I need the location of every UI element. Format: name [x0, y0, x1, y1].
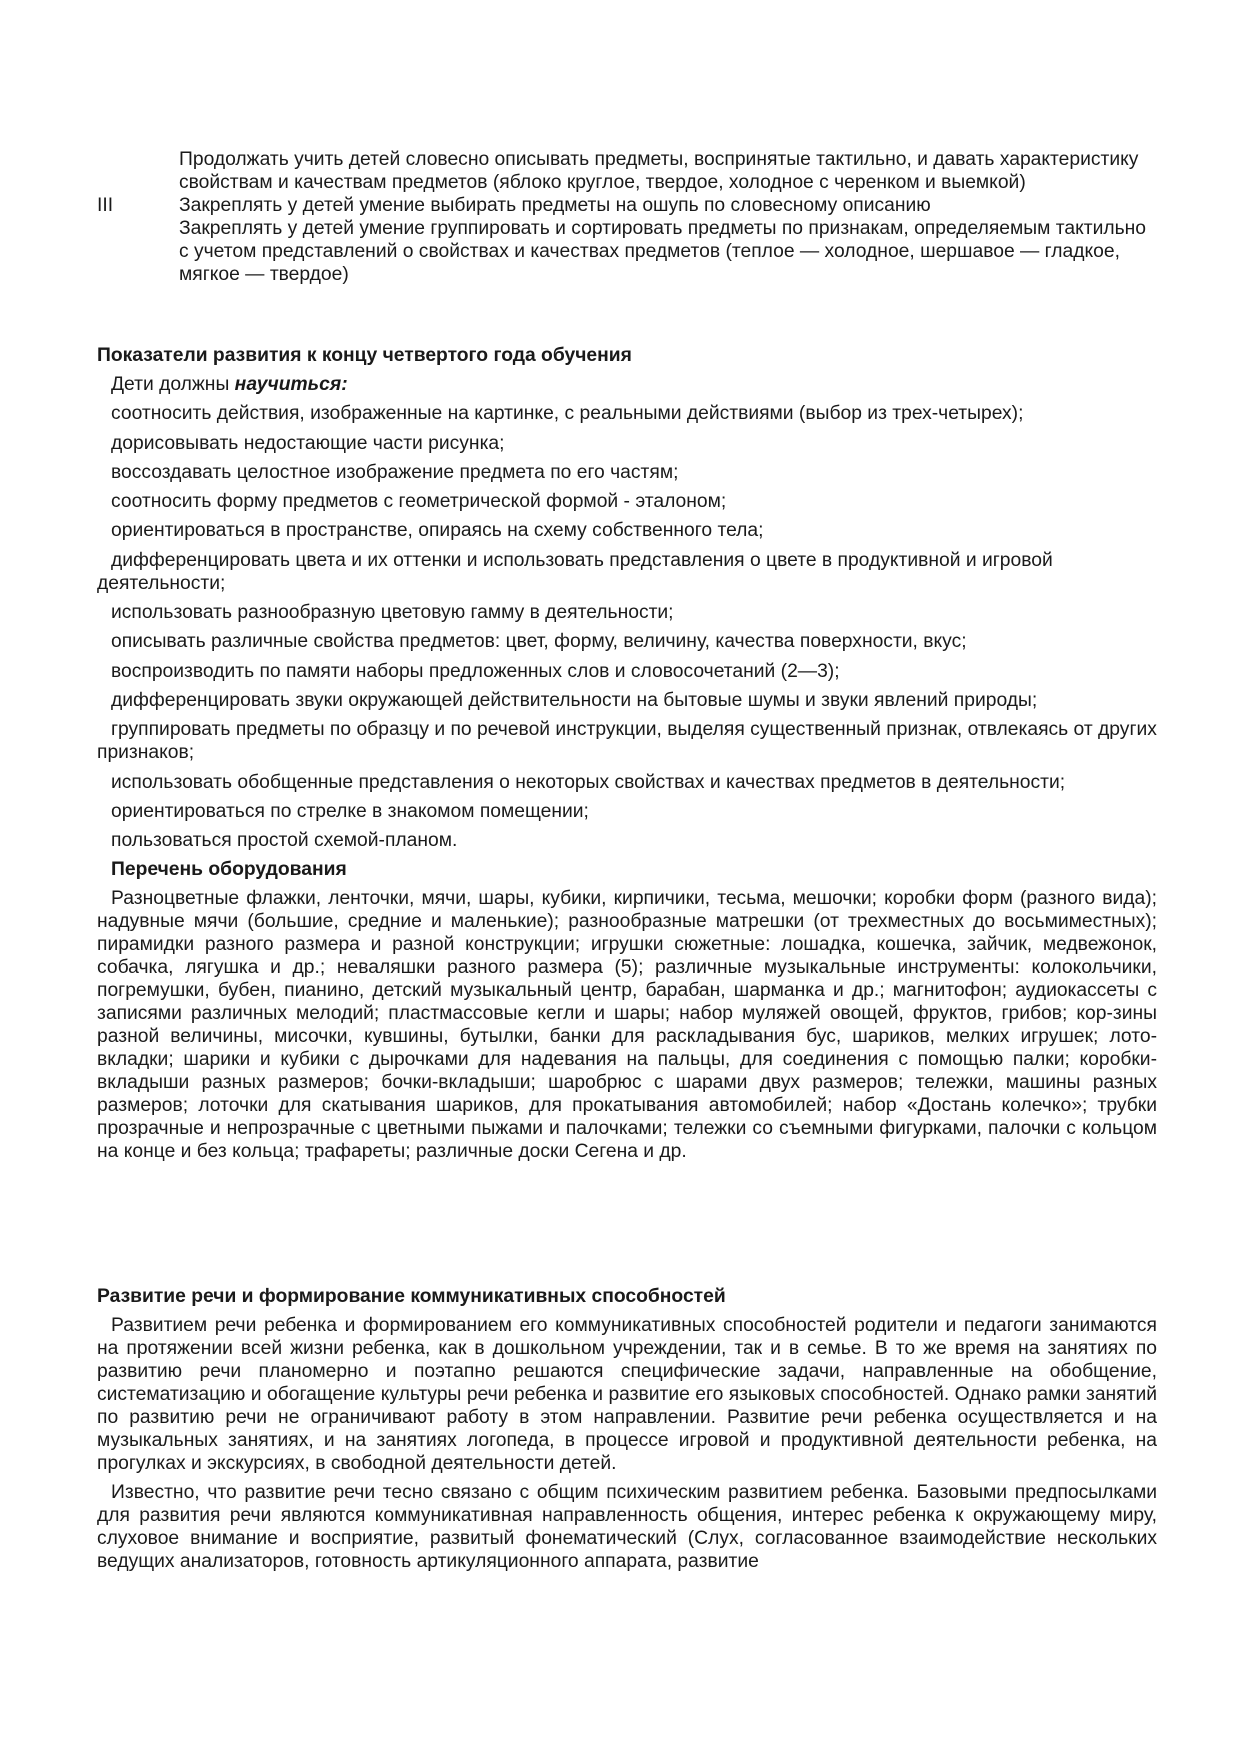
intro-emphasis: научиться:: [234, 374, 348, 395]
speech-heading: Развитие речи и формирование коммуникативных способностей: [97, 1286, 726, 1307]
indicators-heading: Показатели развития к концу четвертого года обучения: [97, 345, 632, 366]
list-item: соотносить форму предметов с геометрической формой - эталоном;: [111, 491, 727, 513]
table-row: [97, 217, 1157, 286]
indicators-section: [97, 344, 1157, 1163]
list-item: пользоваться простой схемой-планом.: [111, 830, 458, 852]
list-item: использовать разнообразную цветовую гамму в деятельности;: [111, 602, 674, 624]
table-row-text: Закреплять у детей умение выбирать предметы на ошупь по словесному описанию: [179, 195, 931, 216]
table-row-number: [97, 148, 179, 194]
list-item: дифференцировать цвета и их оттенки и использовать представления о цвете в продуктивной и игровой деятельности;: [97, 549, 1053, 594]
list-item: дифференцировать звуки окружающей действительности на бытовые шумы и звуки явлений природы;: [111, 689, 1038, 711]
list-item: воссоздавать целостное изображение предмета по его частям;: [111, 461, 679, 483]
table-row: [97, 148, 1157, 194]
stage-table: [97, 148, 1157, 286]
speech-section: [97, 1285, 1157, 1573]
list-item: ориентироваться по стрелке в знакомом помещении;: [111, 800, 589, 822]
intro-prefix: Дети должны: [111, 374, 235, 395]
list-item: группировать предметы по образцу и по речевой инструкции, выделяя существенный признак, отвлекаясь от других признаков;: [97, 719, 1157, 764]
list-item: ориентироваться в пространстве, опираясь на схему собственного тела;: [111, 520, 764, 542]
table-row-text: Закреплять у детей умение группировать и сортировать предметы по признакам, определяемым тактильно с учетом представлений о свойствах и качествах предметов (теплое — холодное, шершавое — гладкое, мягкое — твердое): [179, 218, 1147, 285]
equipment-paragraph: Разноцветные флажки, ленточки, мячи, шары, кубики, кирпичики, тесьма, мешочки; коробки форм (разного вида); надувные мячи (большие, средние и маленькие); разнообразные матрешки (от трехместных до восьмиместных); пирамидки разного размера и разной конструкции; игрушки сюжетные: лошадка, кошечка, зайчик, медвежонок, собачка, лягушка и др.; неваляшки разного размера (5); различные музыкальные инструменты: колокольчики, погремушки, бубен, пианино, детский музыкальный центр, барабан, шарманка и др.; магнитофон; аудиокассеты с записями различных мелодий; пластмассовые кегли и шары; набор муляжей овощей, фруктов, грибов; кор-зины разной величины, мисочки, кувшины, бутылки, банки для раскладывания бус, шариков, мелких игрушек; лото-вкладки; шарики и кубики с дырочками для надевания на пальцы, для соединения с помощью палки; коробки-вкладыши разных размеров; бочки-вкладыши; шаробрюс с шарами двух размеров; тележки, машины разных размеров; лоточки для скатывания шариков, для прокатывания автомобилей; набор «Достань колечко»; трубки прозрачные и непрозрачные с цветными пыжами и палочками; тележки со съемными фигурками, палочки с кольцом на конце и без кольца; трафареты; различные доски Сегена и др.: [97, 888, 1157, 1163]
list-item: использовать обобщенные представления о некоторых свойствах и качествах предметов в деятельности;: [111, 771, 1066, 793]
speech-paragraph: Развитием речи ребенка и формированием его коммуникативных способностей родители и педагоги занимаются на протяжении всей жизни ребенка, как в дошкольном учреждении, так и в семье. В то же время на занятиях по развитию речи планомерно и поэтапно решаются специфические задачи, направленные на обобщение, систематизацию и обогащение культуры речи ребенка и развитие его языковых способностей. Однако рамки занятий по развитию речи не ограничивают работу в этом направлении. Развитие речи ребенка осуществляется и на музыкальных занятиях, и на занятиях логопеда, в процессе игровой и продуктивной деятельности ребенка, на прогулках и экскурсиях, в свободной деятельности детей.: [97, 1315, 1157, 1474]
list-item: дорисовывать недостающие части рисунка;: [111, 432, 505, 454]
table-row-number: III: [97, 195, 114, 216]
equipment-heading: Перечень оборудования: [111, 859, 347, 881]
indicators-intro: [97, 373, 1157, 396]
list-item: описывать различные свойства предметов: цвет, форму, величину, качества поверхности, вкус;: [111, 631, 967, 653]
speech-paragraph: Известно, что развитие речи тесно связано с общим психическим развитием ребенка. Базовыми предпосылками для развития речи являются коммуникативная направленность общения, интерес ребенка к окружающему миру, слуховое внимание и восприятие, развитый фонематический (Слух, согласованное взаимодействие нескольких ведущих анализаторов, готовность артикуляционного аппарата, развитие: [97, 1482, 1157, 1572]
table-row-number: [97, 217, 179, 286]
list-item: воспроизводить по памяти наборы предложенных слов и словосочетаний (2—3);: [111, 660, 840, 682]
list-item: соотносить действия, изображенные на картинке, с реальными действиями (выбор из трех-четырех);: [111, 403, 1024, 425]
table-row: [97, 194, 1157, 217]
table-row-text: Продолжать учить детей словесно описывать предметы, воспринятые тактильно, и давать характеристику свойствам и качествам предметов (яблоко круглое, твердое, холодное с черенком и выемкой): [179, 149, 1139, 193]
